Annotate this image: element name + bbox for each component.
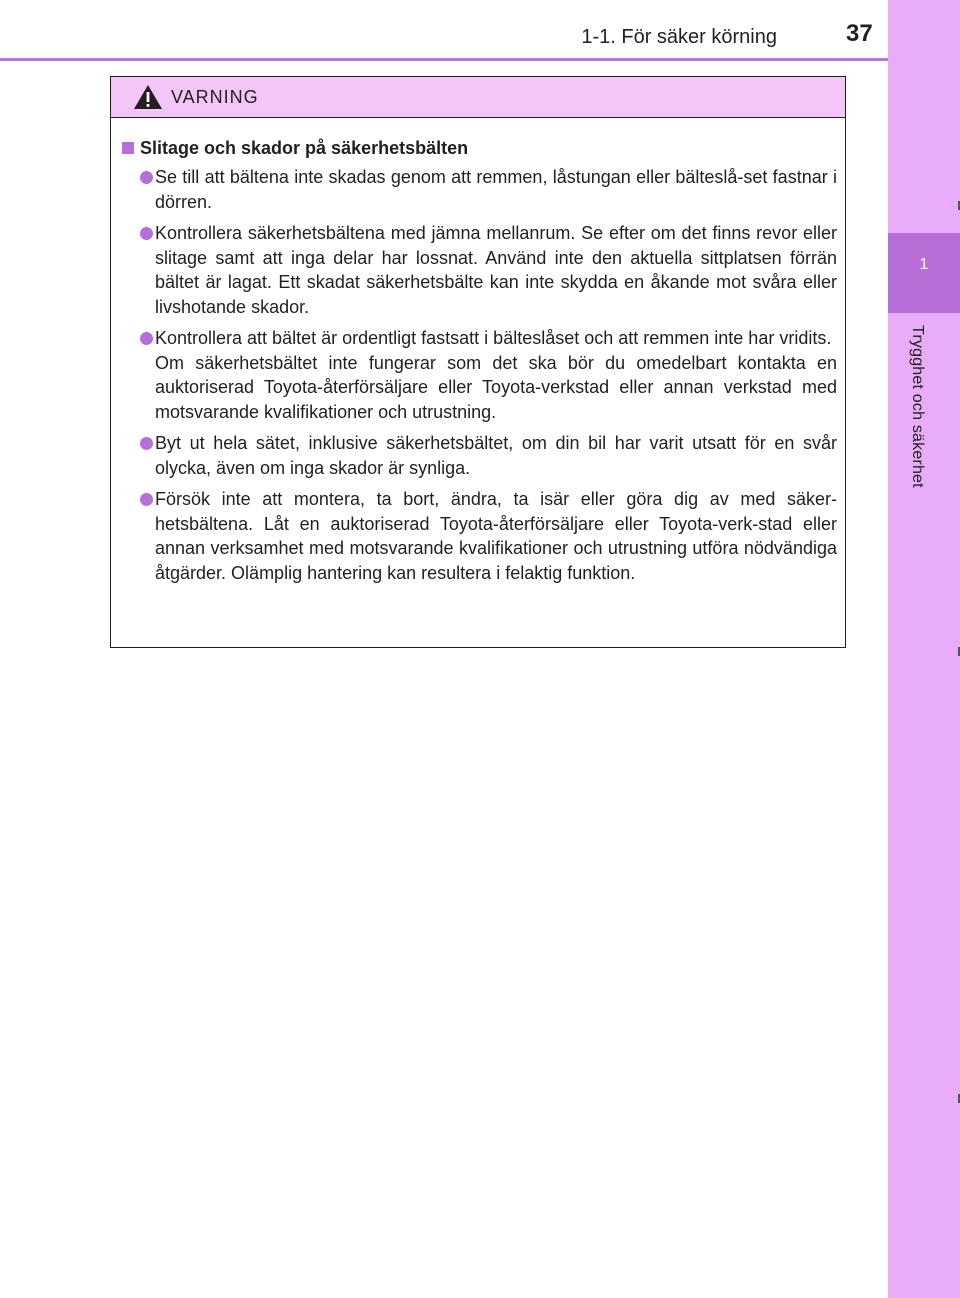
bullet-text: Byt ut hela sätet, inklusive säkerhetsbältet, om din bil har varit utsatt för en svår olycka, även om inga skador är synliga. <box>155 433 837 478</box>
bullet-item <box>119 165 837 214</box>
bullet-item <box>119 221 837 319</box>
chapter-number: 1 <box>919 256 929 273</box>
subheading-text: Slitage och skador på säkerhetsbälten <box>140 138 469 158</box>
bullet-item <box>119 487 837 585</box>
dot-icon <box>140 171 153 184</box>
bullet-text: Försök inte att montera, ta bort, ändra, ta isär eller göra dig av med säker-hetsbältena. Låt en auktoriserad Toyota-återförsäljare eller Toyota-verk-stad eller annan verksamhet med motsvarande kvalifikationer och utrustning utföra nödvändiga åtgärder. Olämplig hantering kan resultera i felaktig funktion. <box>155 489 837 583</box>
warning-header <box>111 77 845 118</box>
header-rule <box>0 58 888 61</box>
dot-icon <box>140 493 153 506</box>
bullet-text: Kontrollera säkerhetsbältena med jämna mellanrum. Se efter om det finns revor eller slitage samt att inga delar har lossnat. Använd inte den aktuella sittplatsen förrän bältet är lagat. Ett skadat säkerhetsbälte kan inte skydda en åkande mot svåra eller livshotande skador. <box>155 223 837 317</box>
section-title: 1-1. För säker körning <box>581 26 777 48</box>
chapter-side-tab <box>888 0 960 1298</box>
chapter-title: Trygghet och säkerhet <box>909 325 926 488</box>
dot-icon <box>140 437 153 450</box>
bullet-text: Se till att bältena inte skadas genom att remmen, låstungan eller bälteslå-set fastnar i dörren. <box>155 167 837 212</box>
dot-icon <box>140 227 153 240</box>
bullet-item <box>119 431 837 480</box>
bullet-text-continued: Om säkerhetsbältet inte fungerar som det ska bör du omedelbart kontakta en auktoriserad Toyota-återförsäljare eller Toyota-verkstad eller annan verkstad med motsvarande kvalifikationer och utrustning. <box>155 352 837 422</box>
warning-box <box>110 76 846 648</box>
warning-body <box>111 118 845 585</box>
page-number: 37 <box>846 20 873 47</box>
bullet-text: Kontrollera att bältet är ordentligt fastsatt i bälteslåset och att remmen inte har vridits. <box>155 328 832 348</box>
warning-triangle-icon <box>133 84 163 110</box>
dot-icon <box>140 332 153 345</box>
warning-label: VARNING <box>171 87 259 107</box>
warning-subheading <box>119 136 837 160</box>
square-icon <box>122 142 134 154</box>
bullet-item <box>119 326 837 424</box>
